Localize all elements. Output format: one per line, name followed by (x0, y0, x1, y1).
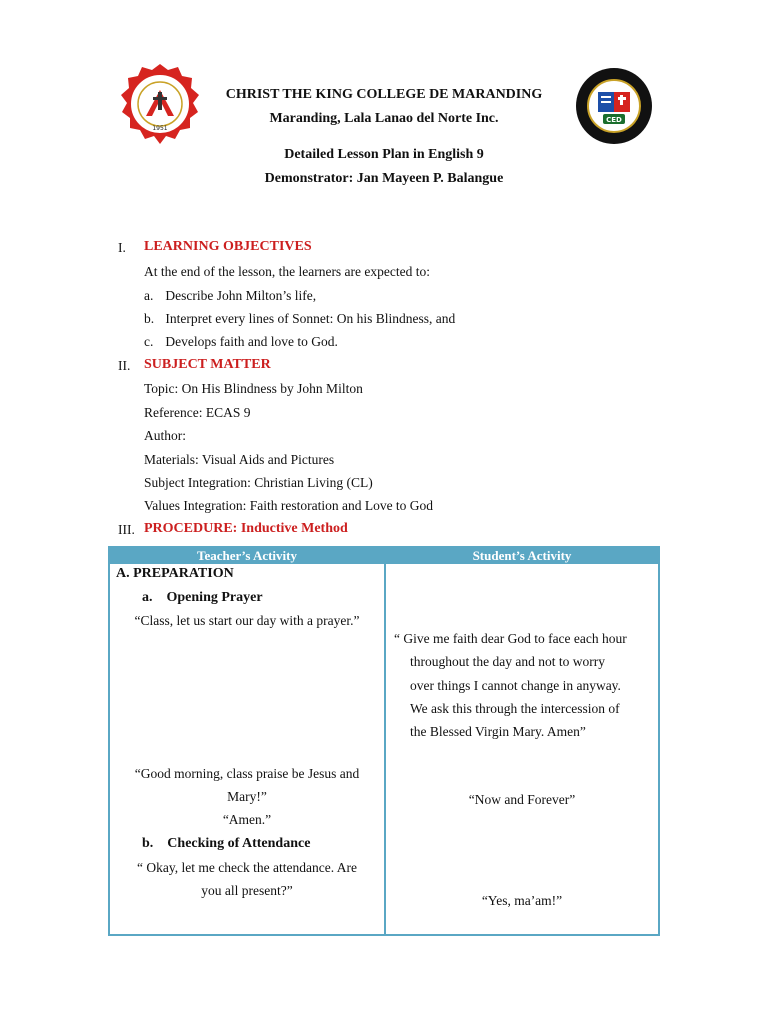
section-numeral-procedure: III. (118, 522, 135, 537)
objective-item: a. Describe John Milton’s life, (144, 288, 317, 303)
svg-text:CED: CED (606, 116, 622, 124)
objective-item: b. Interpret every lines of Sonnet: On his Blindness, and (144, 311, 456, 326)
section-numeral-objectives: I. (118, 240, 126, 255)
student-prayer-line: over things I cannot change in anyway. (410, 678, 621, 693)
subject-topic: Topic: On His Blindness by John Milton (144, 381, 363, 396)
svg-text:1951: 1951 (152, 125, 168, 132)
student-prayer-line: the Blessed Virgin Mary. Amen” (410, 724, 586, 739)
objectives-intro: At the end of the lesson, the learners are expected to: (144, 264, 431, 279)
institution-name: CHRIST THE KING COLLEGE DE MARANDING (225, 87, 543, 102)
table-header (110, 548, 658, 564)
opening-prayer-heading: a. Opening Prayer (142, 590, 263, 605)
demonstrator: Demonstrator: Jan Mayeen P. Balangue (264, 171, 504, 186)
section-numeral-subject: II. (118, 358, 131, 373)
subject-materials: Materials: Visual Aids and Pictures (144, 452, 335, 467)
objective-item: c. Develops faith and love to God. (144, 334, 338, 349)
teacher-attendance-line: you all present?” (201, 883, 293, 898)
student-prayer-line: “ Give me faith dear God to face each hour (394, 631, 627, 646)
student-response-forever: “Now and Forever” (468, 792, 576, 807)
subject-integration: Subject Integration: Christian Living (CL) (144, 475, 373, 490)
teacher-amen: “Amen.” (222, 812, 272, 827)
college-logo (118, 62, 202, 146)
col-student-activity: Student’s Activity (472, 548, 572, 563)
teacher-greeting-line: Mary!” (227, 789, 267, 804)
subject-matter-heading: SUBJECT MATTER (144, 357, 271, 372)
attendance-heading: b. Checking of Attendance (142, 836, 311, 851)
teacher-prayer-prompt: “Class, let us start our day with a prayer.” (134, 613, 360, 628)
values-integration: Values Integration: Faith restoration and Love to God (144, 498, 434, 513)
student-prayer-line: throughout the day and not to worry (410, 654, 605, 669)
teacher-attendance-line: “ Okay, let me check the attendance. Are (137, 860, 357, 875)
teacher-greeting-line: “Good morning, class praise be Jesus and (134, 766, 360, 781)
subject-author: Author: (144, 428, 186, 443)
college-of-education-logo (574, 66, 654, 146)
activity-table (108, 546, 660, 936)
student-response-present: “Yes, ma’am!” (481, 893, 563, 908)
preparation-heading: A. PREPARATION (116, 566, 234, 581)
objectives-heading: LEARNING OBJECTIVES (144, 239, 312, 254)
col-teacher-activity: Teacher’s Activity (196, 548, 297, 563)
student-prayer-line: We ask this through the intercession of (410, 701, 620, 716)
procedure-heading: PROCEDURE: Inductive Method (144, 521, 348, 536)
plan-title: Detailed Lesson Plan in English 9 (284, 147, 484, 162)
institution-address: Maranding, Lala Lanao del Norte Inc. (269, 111, 499, 126)
subject-reference: Reference: ECAS 9 (144, 405, 251, 420)
column-divider (384, 564, 386, 934)
